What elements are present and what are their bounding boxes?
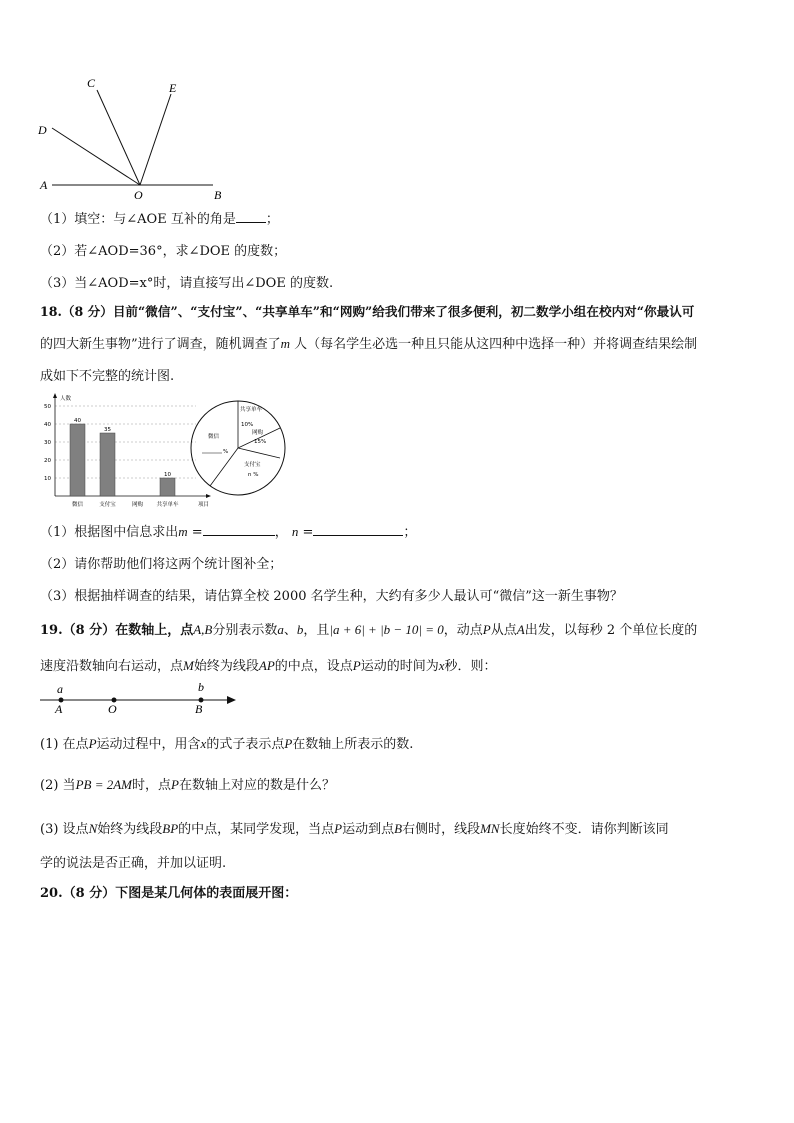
x-axis-label: 项目 (198, 502, 210, 508)
bar-0 (70, 424, 85, 496)
pie-value-online: 15% (254, 439, 267, 445)
bar-3 (160, 478, 175, 496)
label-point-a: A (55, 702, 63, 716)
q18-line2: 的四大新生事物”进行了调查，随机调查了m 人（每名学生必选一种且只能从这四种中选择一种）并将调查结果绘制 (40, 336, 698, 352)
q18-line1: 18.（8 分）目前“微信”、“支付宝”、“共享单车”和“网购”给我们带来了很多便利，初二数学小组在校内对“你最认可 (40, 304, 695, 319)
label-d: D (38, 123, 47, 137)
pie-chart (188, 398, 288, 498)
q19-part3-line2: 学的说法是否正确，并加以证明. (40, 856, 227, 871)
bar-1 (100, 433, 115, 496)
q18-sub2: （2）请你帮助他们将这两个统计图补全； (40, 557, 283, 572)
label-c: C (87, 76, 96, 90)
pie-value-alipay: n % (248, 472, 259, 478)
number-line (36, 680, 246, 716)
q17-answer-blank[interactable] (236, 222, 266, 223)
y-tick-label-20: 20 (44, 458, 51, 464)
q18-sub1: （1）根据图中信息求出m = ， n = ； (40, 524, 417, 540)
y-tick-label-30: 30 (44, 440, 51, 446)
angle-figure (30, 72, 240, 204)
pie-label-bike: 共享单车 (240, 407, 263, 413)
y-tick-label-50: 50 (44, 404, 51, 410)
pie-label-alipay: 支付宝 (244, 462, 261, 468)
data-label-1: 35 (104, 427, 111, 433)
label-value-a: a (57, 682, 63, 696)
arrow-right-icon (227, 696, 236, 704)
y-axis-label: 人数 (60, 396, 72, 402)
q18-sub3: （3）根据抽样调查的结果，请估算全校 2000 名学生种，大约有多少人最认可“微信”这一新生事物？ (40, 589, 623, 604)
q19-part3-line1: (3) 设点N始终为线段BP的中点，某同学发现，当点P运动到点B右侧时，线段MN长度始终不变．请你判断该同 (40, 821, 669, 837)
q17-part2: （2）若∠AOD=36°，求∠DOE 的度数； (40, 244, 287, 259)
q17-part1: （1）填空：与∠AOE 互补的角是 ； (40, 212, 279, 227)
pie-value-bike: 10% (241, 422, 254, 428)
label-point-o: O (108, 702, 117, 716)
pie-label-wechat: 微信 (208, 434, 220, 440)
data-label-3: 10 (164, 472, 171, 478)
q20-line1: 20.（8 分）下图是某几何体的表面展开图： (40, 886, 298, 901)
category-label-2: 网购 (131, 502, 144, 508)
q18-line3: 成如下不完整的统计图. (40, 369, 175, 384)
label-e: E (169, 81, 177, 95)
y-tick-label-40: 40 (44, 422, 51, 428)
label-value-b: b (198, 680, 204, 694)
category-label-1: 支付宝 (99, 502, 116, 508)
label-a: A (40, 178, 48, 192)
category-label-0: 微信 (71, 502, 84, 508)
y-tick-label-10: 10 (44, 476, 51, 482)
label-b: B (214, 188, 222, 202)
pie-value-wechat: % (223, 449, 229, 455)
pie-label-online: 网购 (252, 430, 264, 436)
y-axis-arrow-icon (53, 393, 57, 398)
q17-part3: （3）当∠AOD=x°时，请直接写出∠DOE 的度数. (40, 276, 334, 291)
q19-line1: 19.（8 分）在数轴上，点A,B分别表示数a、b，且|a + 6| + |b − 10| = 0，动点P从点A出发，以每秒 2 个单位长度的 (40, 622, 698, 638)
q19-part1: (1) 在点P运动过程中，用含x的式子表示点P在数轴上所表示的数. (40, 736, 414, 752)
ray-oe (140, 94, 171, 185)
label-point-b: B (195, 702, 203, 716)
data-label-0: 40 (74, 418, 81, 424)
pie-divider-mid (238, 448, 280, 458)
n-answer-blank[interactable] (313, 535, 403, 536)
category-label-3: 共享单车 (156, 502, 179, 508)
label-o: O (134, 188, 143, 202)
m-answer-blank[interactable] (203, 535, 275, 536)
q19-line2: 速度沿数轴向右运动，点M始终为线段AP的中点，设点P运动的时间为x秒．则： (40, 658, 497, 674)
q19-part2: (2) 当PB = 2AM时，点P在数轴上对应的数是什么？ (40, 777, 335, 793)
